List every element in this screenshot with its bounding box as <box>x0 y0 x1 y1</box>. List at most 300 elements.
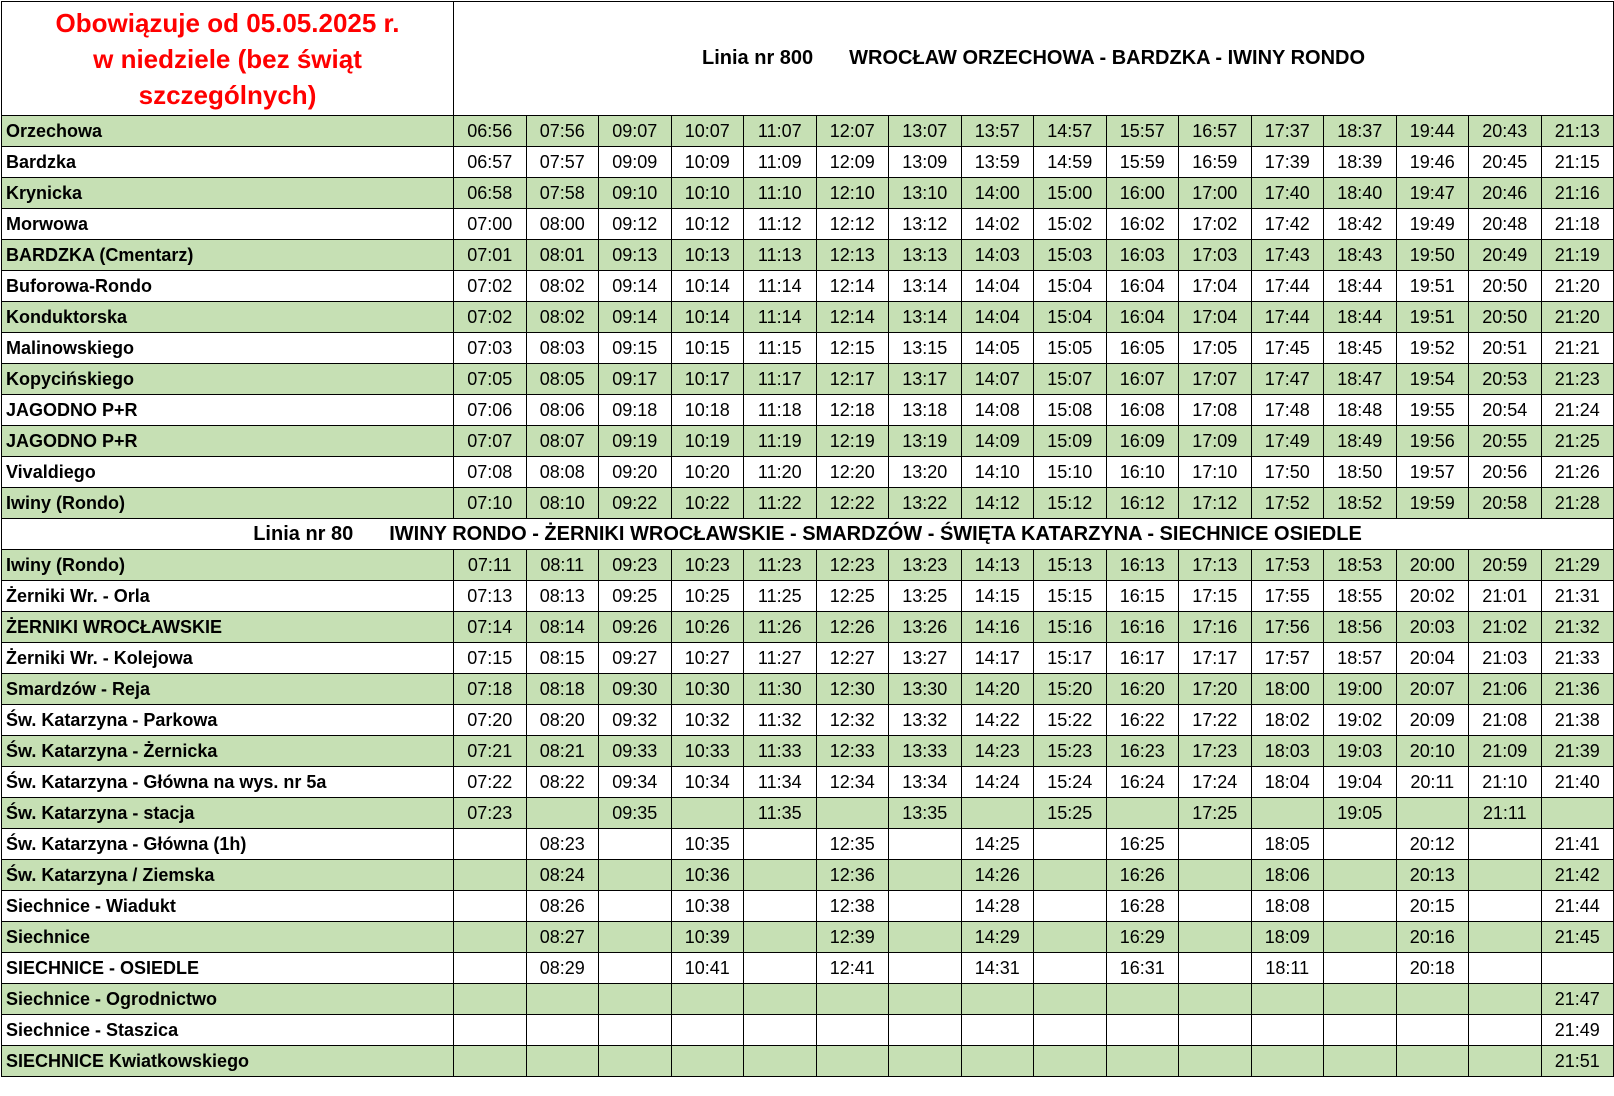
stop-name: Św. Katarzyna - Parkowa <box>2 705 454 736</box>
departure-time <box>454 1015 527 1046</box>
departure-time: 14:31 <box>961 953 1034 984</box>
departure-time: 07:05 <box>454 364 527 395</box>
stop-name: Orzechowa <box>2 116 454 147</box>
departure-time <box>1324 891 1397 922</box>
departure-time: 11:07 <box>744 116 817 147</box>
departure-time: 08:23 <box>526 829 599 860</box>
departure-time: 18:39 <box>1324 147 1397 178</box>
departure-time <box>454 829 527 860</box>
departure-time: 17:13 <box>1179 550 1252 581</box>
departure-time: 18:04 <box>1251 767 1324 798</box>
departure-time: 10:26 <box>671 612 744 643</box>
departure-time: 16:24 <box>1106 767 1179 798</box>
departure-time: 13:34 <box>889 767 962 798</box>
line-80-number: Linia nr 80 <box>253 522 354 545</box>
departure-time: 13:17 <box>889 364 962 395</box>
departure-time: 07:20 <box>454 705 527 736</box>
departure-time: 17:44 <box>1251 271 1324 302</box>
departure-time: 07:03 <box>454 333 527 364</box>
departure-time: 12:41 <box>816 953 889 984</box>
departure-time: 17:05 <box>1179 333 1252 364</box>
departure-time <box>816 984 889 1015</box>
departure-time: 17:45 <box>1251 333 1324 364</box>
departure-time: 20:16 <box>1396 922 1469 953</box>
departure-time: 16:03 <box>1106 240 1179 271</box>
departure-time <box>961 1046 1034 1077</box>
departure-time <box>454 860 527 891</box>
departure-time: 10:12 <box>671 209 744 240</box>
departure-time: 07:58 <box>526 178 599 209</box>
departure-time <box>1324 1015 1397 1046</box>
departure-time: 10:20 <box>671 457 744 488</box>
departure-time: 21:25 <box>1541 426 1614 457</box>
departure-time: 21:26 <box>1541 457 1614 488</box>
departure-time <box>526 1046 599 1077</box>
stop-row <box>2 116 1614 147</box>
departure-time: 21:42 <box>1541 860 1614 891</box>
departure-time: 10:14 <box>671 271 744 302</box>
departure-time: 19:49 <box>1396 209 1469 240</box>
departure-time: 10:36 <box>671 860 744 891</box>
departure-time <box>454 1046 527 1077</box>
timetable-body <box>2 2 1614 1077</box>
departure-time: 08:21 <box>526 736 599 767</box>
departure-time: 09:17 <box>599 364 672 395</box>
stop-row <box>2 488 1614 519</box>
departure-time <box>889 860 962 891</box>
departure-time: 16:04 <box>1106 271 1179 302</box>
stop-row <box>2 984 1614 1015</box>
departure-time: 16:17 <box>1106 643 1179 674</box>
departure-time: 18:40 <box>1324 178 1397 209</box>
departure-time: 20:18 <box>1396 953 1469 984</box>
departure-time: 08:00 <box>526 209 599 240</box>
departure-time: 11:23 <box>744 550 817 581</box>
departure-time: 17:55 <box>1251 581 1324 612</box>
departure-time: 15:17 <box>1034 643 1107 674</box>
departure-time: 16:16 <box>1106 612 1179 643</box>
line-800-title <box>454 2 1614 116</box>
stop-row <box>2 333 1614 364</box>
departure-time: 21:36 <box>1541 674 1614 705</box>
validity-line: szczególnych) <box>138 79 317 110</box>
departure-time: 18:47 <box>1324 364 1397 395</box>
departure-time: 09:07 <box>599 116 672 147</box>
departure-time: 14:04 <box>961 302 1034 333</box>
departure-time: 07:11 <box>454 550 527 581</box>
departure-time <box>1034 1015 1107 1046</box>
departure-time: 13:33 <box>889 736 962 767</box>
departure-time <box>599 1015 672 1046</box>
departure-time: 18:45 <box>1324 333 1397 364</box>
departure-time: 20:04 <box>1396 643 1469 674</box>
departure-time <box>1469 860 1542 891</box>
departure-time: 18:44 <box>1324 302 1397 333</box>
departure-time: 18:43 <box>1324 240 1397 271</box>
departure-time: 14:20 <box>961 674 1034 705</box>
departure-time: 12:07 <box>816 116 889 147</box>
departure-time <box>1251 1015 1324 1046</box>
departure-time: 11:22 <box>744 488 817 519</box>
departure-time: 14:28 <box>961 891 1034 922</box>
stop-name: Kopycińskiego <box>2 364 454 395</box>
departure-time: 18:06 <box>1251 860 1324 891</box>
departure-time <box>744 1015 817 1046</box>
departure-time: 21:31 <box>1541 581 1614 612</box>
departure-time: 21:01 <box>1469 581 1542 612</box>
validity-line: Obowiązuje od 05.05.2025 r. <box>55 7 400 38</box>
departure-time <box>1251 798 1324 829</box>
departure-time: 18:03 <box>1251 736 1324 767</box>
departure-time: 15:25 <box>1034 798 1107 829</box>
departure-time: 07:06 <box>454 395 527 426</box>
departure-time: 15:08 <box>1034 395 1107 426</box>
departure-time: 12:25 <box>816 581 889 612</box>
stop-name: ŻERNIKI WROCŁAWSKIE <box>2 612 454 643</box>
departure-time: 14:15 <box>961 581 1034 612</box>
departure-time: 12:14 <box>816 271 889 302</box>
departure-time: 12:27 <box>816 643 889 674</box>
departure-time: 08:24 <box>526 860 599 891</box>
departure-time: 15:13 <box>1034 550 1107 581</box>
departure-time: 14:24 <box>961 767 1034 798</box>
departure-time <box>1106 1015 1179 1046</box>
departure-time: 16:57 <box>1179 116 1252 147</box>
departure-time: 08:26 <box>526 891 599 922</box>
departure-time: 13:14 <box>889 271 962 302</box>
departure-time <box>889 829 962 860</box>
departure-time: 16:13 <box>1106 550 1179 581</box>
departure-time: 07:14 <box>454 612 527 643</box>
departure-time: 12:17 <box>816 364 889 395</box>
departure-time: 20:02 <box>1396 581 1469 612</box>
departure-time: 14:16 <box>961 612 1034 643</box>
departure-time: 21:20 <box>1541 302 1614 333</box>
departure-time: 21:41 <box>1541 829 1614 860</box>
departure-time: 15:07 <box>1034 364 1107 395</box>
departure-time: 10:35 <box>671 829 744 860</box>
departure-time <box>1469 1046 1542 1077</box>
departure-time: 16:15 <box>1106 581 1179 612</box>
departure-time: 20:53 <box>1469 364 1542 395</box>
departure-time: 09:34 <box>599 767 672 798</box>
departure-time: 17:09 <box>1179 426 1252 457</box>
departure-time: 18:44 <box>1324 271 1397 302</box>
departure-time <box>1034 891 1107 922</box>
departure-time: 15:09 <box>1034 426 1107 457</box>
departure-time: 21:09 <box>1469 736 1542 767</box>
departure-time: 10:34 <box>671 767 744 798</box>
departure-time: 10:30 <box>671 674 744 705</box>
departure-time: 12:26 <box>816 612 889 643</box>
departure-time: 07:21 <box>454 736 527 767</box>
departure-time: 14:59 <box>1034 147 1107 178</box>
departure-time: 14:00 <box>961 178 1034 209</box>
departure-time: 10:25 <box>671 581 744 612</box>
departure-time: 21:13 <box>1541 116 1614 147</box>
departure-time: 21:49 <box>1541 1015 1614 1046</box>
departure-time: 13:14 <box>889 302 962 333</box>
stop-row <box>2 705 1614 736</box>
stop-name: SIECHNICE - OSIEDLE <box>2 953 454 984</box>
departure-time: 14:57 <box>1034 116 1107 147</box>
departure-time: 13:09 <box>889 147 962 178</box>
departure-time: 17:24 <box>1179 767 1252 798</box>
departure-time: 17:44 <box>1251 302 1324 333</box>
departure-time <box>1324 1046 1397 1077</box>
departure-time: 13:22 <box>889 488 962 519</box>
departure-time: 21:19 <box>1541 240 1614 271</box>
departure-time: 15:23 <box>1034 736 1107 767</box>
departure-time <box>1179 829 1252 860</box>
stop-name: Smardzów - Reja <box>2 674 454 705</box>
departure-time: 09:26 <box>599 612 672 643</box>
departure-time <box>744 829 817 860</box>
departure-time: 17:47 <box>1251 364 1324 395</box>
departure-time: 16:23 <box>1106 736 1179 767</box>
departure-time: 09:15 <box>599 333 672 364</box>
departure-time: 20:15 <box>1396 891 1469 922</box>
departure-time: 07:13 <box>454 581 527 612</box>
departure-time: 08:18 <box>526 674 599 705</box>
departure-time: 14:08 <box>961 395 1034 426</box>
departure-time <box>1324 953 1397 984</box>
stop-row <box>2 798 1614 829</box>
departure-time: 08:15 <box>526 643 599 674</box>
departure-time: 13:12 <box>889 209 962 240</box>
departure-time: 10:32 <box>671 705 744 736</box>
departure-time: 07:22 <box>454 767 527 798</box>
departure-time: 17:57 <box>1251 643 1324 674</box>
departure-time: 12:32 <box>816 705 889 736</box>
departure-time <box>671 798 744 829</box>
departure-time <box>889 1015 962 1046</box>
departure-time <box>816 1015 889 1046</box>
departure-time: 20:07 <box>1396 674 1469 705</box>
departure-time: 09:13 <box>599 240 672 271</box>
stop-row <box>2 860 1614 891</box>
departure-time <box>744 922 817 953</box>
departure-time: 20:50 <box>1469 271 1542 302</box>
departure-time: 12:39 <box>816 922 889 953</box>
stop-name: BARDZKA (Cmentarz) <box>2 240 454 271</box>
departure-time <box>744 953 817 984</box>
departure-time: 20:00 <box>1396 550 1469 581</box>
departure-time: 09:20 <box>599 457 672 488</box>
departure-time: 20:59 <box>1469 550 1542 581</box>
departure-time <box>961 1015 1034 1046</box>
departure-time: 20:03 <box>1396 612 1469 643</box>
departure-time: 11:34 <box>744 767 817 798</box>
departure-time: 12:23 <box>816 550 889 581</box>
departure-time: 17:49 <box>1251 426 1324 457</box>
departure-time: 12:20 <box>816 457 889 488</box>
departure-time: 17:40 <box>1251 178 1324 209</box>
departure-time <box>1034 1046 1107 1077</box>
stop-name: JAGODNO P+R <box>2 426 454 457</box>
stop-name: Św. Katarzyna / Ziemska <box>2 860 454 891</box>
departure-time: 08:03 <box>526 333 599 364</box>
departure-time <box>1179 860 1252 891</box>
departure-time: 12:15 <box>816 333 889 364</box>
stop-name: Krynicka <box>2 178 454 209</box>
departure-time: 16:22 <box>1106 705 1179 736</box>
departure-time: 17:53 <box>1251 550 1324 581</box>
departure-time: 08:02 <box>526 271 599 302</box>
departure-time: 19:51 <box>1396 302 1469 333</box>
departure-time: 09:27 <box>599 643 672 674</box>
departure-time: 14:10 <box>961 457 1034 488</box>
departure-time <box>889 1046 962 1077</box>
departure-time: 20:12 <box>1396 829 1469 860</box>
departure-time <box>671 1015 744 1046</box>
departure-time: 08:01 <box>526 240 599 271</box>
departure-time: 07:02 <box>454 271 527 302</box>
departure-time: 11:14 <box>744 271 817 302</box>
departure-time <box>526 798 599 829</box>
stop-name: Buforowa-Rondo <box>2 271 454 302</box>
departure-time <box>454 922 527 953</box>
departure-time: 07:10 <box>454 488 527 519</box>
departure-time: 16:59 <box>1179 147 1252 178</box>
timetable <box>1 1 1614 1077</box>
departure-time <box>1034 829 1107 860</box>
departure-time: 21:20 <box>1541 271 1614 302</box>
departure-time: 16:09 <box>1106 426 1179 457</box>
departure-time <box>599 829 672 860</box>
departure-time <box>599 984 672 1015</box>
departure-time: 18:50 <box>1324 457 1397 488</box>
departure-time <box>599 891 672 922</box>
departure-time: 08:05 <box>526 364 599 395</box>
departure-time: 17:10 <box>1179 457 1252 488</box>
departure-time: 21:24 <box>1541 395 1614 426</box>
departure-time: 12:35 <box>816 829 889 860</box>
departure-time <box>671 984 744 1015</box>
departure-time: 10:17 <box>671 364 744 395</box>
departure-time: 07:00 <box>454 209 527 240</box>
departure-time: 20:50 <box>1469 302 1542 333</box>
departure-time: 12:09 <box>816 147 889 178</box>
departure-time: 14:05 <box>961 333 1034 364</box>
departure-time: 17:04 <box>1179 271 1252 302</box>
departure-time: 09:19 <box>599 426 672 457</box>
departure-time: 19:52 <box>1396 333 1469 364</box>
departure-time: 18:08 <box>1251 891 1324 922</box>
departure-time: 17:23 <box>1179 736 1252 767</box>
departure-time: 10:07 <box>671 116 744 147</box>
stop-name: Żerniki Wr. - Kolejowa <box>2 643 454 674</box>
departure-time: 13:23 <box>889 550 962 581</box>
departure-time: 19:50 <box>1396 240 1469 271</box>
departure-time: 18:02 <box>1251 705 1324 736</box>
departure-time: 19:44 <box>1396 116 1469 147</box>
departure-time: 10:23 <box>671 550 744 581</box>
departure-time <box>961 798 1034 829</box>
stop-row <box>2 240 1614 271</box>
stop-row <box>2 178 1614 209</box>
departure-time: 19:03 <box>1324 736 1397 767</box>
departure-time: 11:10 <box>744 178 817 209</box>
departure-time: 06:58 <box>454 178 527 209</box>
departure-time: 19:57 <box>1396 457 1469 488</box>
departure-time: 21:10 <box>1469 767 1542 798</box>
departure-time <box>1034 922 1107 953</box>
departure-time: 15:04 <box>1034 302 1107 333</box>
departure-time: 20:55 <box>1469 426 1542 457</box>
stop-name: Św. Katarzyna - Główna na wys. nr 5a <box>2 767 454 798</box>
departure-time <box>1251 1046 1324 1077</box>
departure-time: 16:10 <box>1106 457 1179 488</box>
departure-time: 16:31 <box>1106 953 1179 984</box>
departure-time: 12:10 <box>816 178 889 209</box>
departure-time <box>1396 1046 1469 1077</box>
departure-time <box>889 953 962 984</box>
departure-time <box>1106 984 1179 1015</box>
stop-name: Iwiny (Rondo) <box>2 550 454 581</box>
departure-time <box>1179 1046 1252 1077</box>
departure-time: 18:09 <box>1251 922 1324 953</box>
departure-time: 13:57 <box>961 116 1034 147</box>
departure-time: 07:08 <box>454 457 527 488</box>
line-80-header-row <box>2 519 1614 550</box>
departure-time: 19:00 <box>1324 674 1397 705</box>
departure-time: 20:43 <box>1469 116 1542 147</box>
departure-time: 13:30 <box>889 674 962 705</box>
departure-time: 17:22 <box>1179 705 1252 736</box>
departure-time: 20:46 <box>1469 178 1542 209</box>
departure-time: 19:56 <box>1396 426 1469 457</box>
departure-time: 07:02 <box>454 302 527 333</box>
departure-time: 14:09 <box>961 426 1034 457</box>
stop-name: Vivaldiego <box>2 457 454 488</box>
departure-time <box>454 891 527 922</box>
departure-time: 17:43 <box>1251 240 1324 271</box>
stop-row <box>2 953 1614 984</box>
departure-time: 09:10 <box>599 178 672 209</box>
departure-time: 19:02 <box>1324 705 1397 736</box>
header-row <box>2 2 1614 116</box>
departure-time: 07:23 <box>454 798 527 829</box>
departure-time: 15:16 <box>1034 612 1107 643</box>
departure-time: 17:12 <box>1179 488 1252 519</box>
departure-time <box>816 798 889 829</box>
departure-time <box>744 891 817 922</box>
departure-time: 16:12 <box>1106 488 1179 519</box>
departure-time: 10:13 <box>671 240 744 271</box>
stop-name: Malinowskiego <box>2 333 454 364</box>
departure-time: 12:38 <box>816 891 889 922</box>
departure-time: 14:02 <box>961 209 1034 240</box>
departure-time: 17:08 <box>1179 395 1252 426</box>
departure-time <box>1396 1015 1469 1046</box>
departure-time: 09:14 <box>599 302 672 333</box>
departure-time: 18:49 <box>1324 426 1397 457</box>
departure-time: 07:15 <box>454 643 527 674</box>
departure-time <box>599 860 672 891</box>
departure-time: 11:12 <box>744 209 817 240</box>
departure-time <box>1396 984 1469 1015</box>
stop-row <box>2 395 1614 426</box>
departure-time: 13:20 <box>889 457 962 488</box>
validity-notice <box>2 2 454 116</box>
departure-time: 11:35 <box>744 798 817 829</box>
departure-time: 17:16 <box>1179 612 1252 643</box>
departure-time: 21:08 <box>1469 705 1542 736</box>
stop-name: Siechnice <box>2 922 454 953</box>
departure-time: 10:38 <box>671 891 744 922</box>
departure-time <box>1251 984 1324 1015</box>
